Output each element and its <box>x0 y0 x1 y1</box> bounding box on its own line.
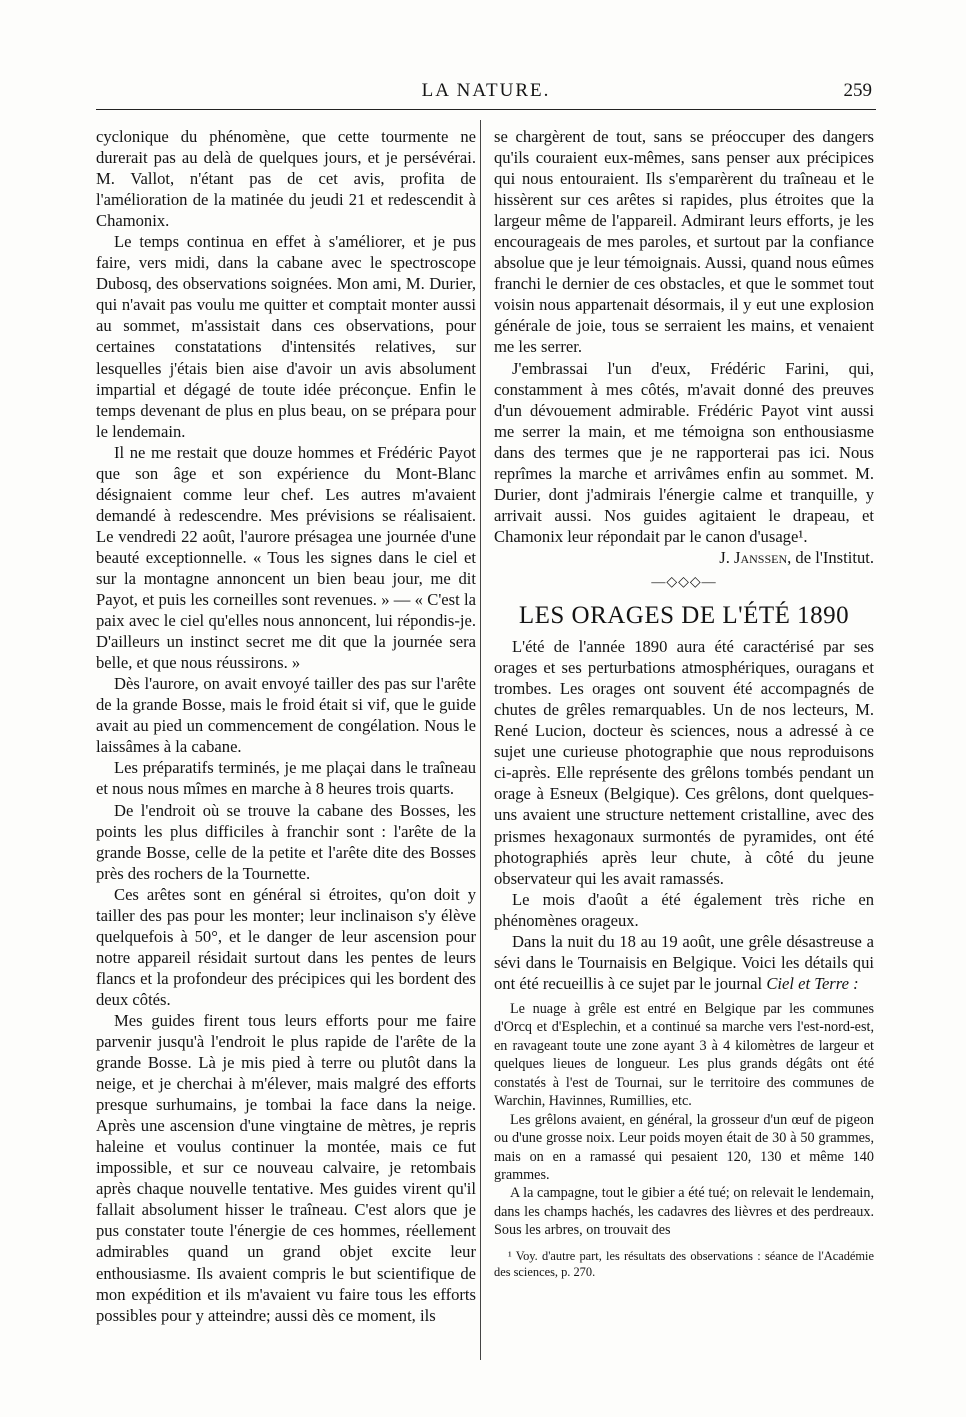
author-affiliation: , de l'Institut. <box>787 547 874 567</box>
paragraph: De l'endroit où se trouve la cabane des Bosses, les points les plus difficiles à franchir sont : l'arête de la grande Bosse, celle de la petite et l'arête dite des Bosses près des rochers de la Tournette. <box>96 800 476 883</box>
paragraph: Le mois d'août a été également très riche en phénomènes orageux. <box>494 889 874 930</box>
quoted-excerpt <box>494 1000 874 1240</box>
header-rule <box>96 109 876 110</box>
quote-paragraph: Le nuage à grêle est entré en Belgique par les communes d'Orcq et d'Esplechin, et a continué sa marche vers l'est-nord-est, en ravageant toute une zone ayant 3 à 4 kilomètres de largeur et quelques lieues de longueur. Les plus grands dégâts ont été constatés à l'est de Tournai, sur le territoire des communes de Warchin, Havinnes, Rumillies, etc. <box>494 1000 874 1110</box>
paragraph: Il ne me restait que douze hommes et Frédéric Payot que son âge et son expérience du Mont-Blanc désignaient comme leur chef. Les autres m'avaient demandé à redescendre. Mes prévisions se réalisaient. Le vendredi 22 août, l'aurore présagea une journée d'une beauté exceptionnelle. « Tous les signes dans le ciel et sur la montagne annoncent un bien beau jour, me dit Payot, et puis les corneilles sont revenues. » — « C'est la paix avec le ciel qu'elles nous annoncent, lui répondis-je. D'ailleurs un instinct secret me dit que la journée sera belle, et que nous réussirons. » <box>96 442 476 673</box>
paragraph <box>494 931 874 994</box>
paragraph: Mes guides firent tous leurs efforts pour me faire parvenir jusqu'à l'endroit le plus rapide de l'arête de la grande Bosse. Là je mis pied à terre ou plutôt dans la neige, et je cherchai à m'élever, mais malgré des efforts presque surhumains, je tombai la face dans la neige. Après une ascension d'une vingtaine de mètres, je repris haleine et voulus continuer la montée, mais ce fut impossible, et sur ce nouveau calvaire, je retombais après chaque nouvelle tentative. Mes guides virent qu'il fallait absolument hisser le traîneau. C'est alors que je pus constater toute l'énergie de ces hommes, réellement admirables quand un grand objet excite leur enthousiasme. Ils avaient compris le but scientifique de mon expédition et ils m'avaient vu faire tous les efforts possibles pour y atteindre; aussi dès ce moment, ils <box>96 1010 476 1325</box>
paragraph: cyclonique du phénomène, que cette tourmente ne durerait pas au delà de quelques jours, et je persévérai. M. Vallot, n'étant pas de cet avis, profita de l'amélioration de la matinée du jeudi 21 et redescendit à Chamonix. <box>96 127 476 231</box>
paragraph-text: J'embrassai l'un d'eux, Frédéric Farini, qui, constamment à mes côtés, m'avait donné des preuves d'un dévouement admirable. Frédéric Payot vint aussi me serrer la main, et me témoigna son enthousiasme dans des termes que je ne rapporterai pas ici. Nous reprîmes la marche et arrivâmes enfin au sommet. M. Durier, dont j'admirais l'énergie calme et tranquille, y arrivait aussi. Nos guides agitaient le drapeau, et Chamonix leur répondait par le canon d'usage¹. <box>494 358 874 546</box>
author-name: J. Janssen <box>719 547 788 567</box>
paragraph: L'été de l'année 1890 aura été caractérisé par ses orages et ses perturbations atmosphériques, ouragans et trombes. Les orages ont souvent été accompagnés de chutes de grêles remarquables. Un de nos lecteurs, M. René Lucion, docteur ès sciences, nous a adressé à ce sujet une curieuse photographie que nous reproduisons ci-après. Elle représente des grêlons tombés pendant un orage à Esneux (Belgique). Ces grêlons, dont quelques-uns avaient une structure nettement cristalline, avec des prismes hexagonaux surmontés de pyramides, ont été photographiés après leur chute, à côté du jeune observateur qui les avait ramassés. <box>494 637 874 888</box>
section-ornament: —◇◇◇— <box>651 574 717 590</box>
quote-paragraph: Les grêlons avaient, en général, la grosseur d'un œuf de pigeon ou d'une grosse noix. Leur poids moyen était de 30 à 50 grammes, mais on en a ramassé qui pesaient 120, 130 et même 140 grammes. <box>494 1111 874 1183</box>
paragraph: se chargèrent de tout, sans se préoccuper des dangers qu'ils couraient eux-mêmes, sans penser aux précipices qui nous entouraient. Ils s'emparèrent du traîneau et le hissèrent sur ces arêtes si rapides, plus étroites que la largeur même de l'appareil. Admirant leurs efforts, je les encourageais de mes paroles, et surtout par la confiance absolue que je leur témoignais. Aussi, quand nous eûmes franchi le dernier de ces obstacles, et que le sommet tout voisin nous appartenait désormais, il y eut une explosion générale de joie, tous se serraient les mains, et venaient me les serrer. <box>494 127 874 357</box>
quote-paragraph: A la campagne, tout le gibier a été tué; on relevait le lendemain, dans les champs hachés, les cadavres des lièvres et des perdreaux. Sous les arbres, on trouvait des <box>494 1185 874 1239</box>
article-title: LES ORAGES DE L'ÉTÉ 1890 <box>518 602 850 630</box>
paragraph: Le temps continua en effet à s'améliorer, et je pus faire, vers midi, dans la cabane avec le spectroscope Dubosq, des observations soignées. Mon ami, M. Durier, qui n'avait pas voulu me quitter et comptait monter aussi au sommet, m'assistait dans ces observations, pour certaines constatations d'intensités relatives, sur lesquelles j'étais bien aise d'avoir un avis absolument impartial et dégagé de toute idée préconçue. Enfin le temps devenant de plus en plus beau, on se prépara pour le lendemain. <box>96 232 476 441</box>
paragraph: Ces arêtes sont en général si étroites, qu'on doit y tailler des pas pour les monter; leur inclinaison s'y élève quelquefois à 50°, et le danger de leur ascension pour notre appareil résidait surtout dans les pentes de leurs flancs et la profondeur des précipices qui les bordent des deux côtés. <box>96 884 476 1009</box>
journal-title: LA NATURE. <box>421 80 551 101</box>
column-divider <box>480 120 481 1360</box>
left-column <box>96 126 476 1326</box>
page-number: 259 <box>843 80 872 101</box>
paragraph: Les préparatifs terminés, je me plaçai dans le traîneau et nous nous mîmes en marche à 8 heures trois quarts. <box>96 758 476 799</box>
footnote: ¹ Voy. d'autre part, les résultats des observations : séance de l'Académie des sciences, p. 270. <box>494 1248 874 1279</box>
journal-name: Ciel et Terre : <box>766 973 859 993</box>
right-column <box>494 126 874 1280</box>
paragraph-text: Dans la nuit du 18 au 19 août, une grêle désastreuse a sévi dans le Tournaisis en Belgique. Voici les détails qui ont été recueillis à ce sujet par le journal <box>494 931 874 993</box>
signature <box>494 547 874 568</box>
paragraph <box>494 358 874 568</box>
paragraph: Dès l'aurore, on avait envoyé tailler des pas sur l'arête de la grande Bosse, mais le froid était si vif, que le guide avait au pied un commencement de congélation. Nous le laissâmes à la cabane. <box>96 674 476 757</box>
running-header <box>96 80 876 106</box>
